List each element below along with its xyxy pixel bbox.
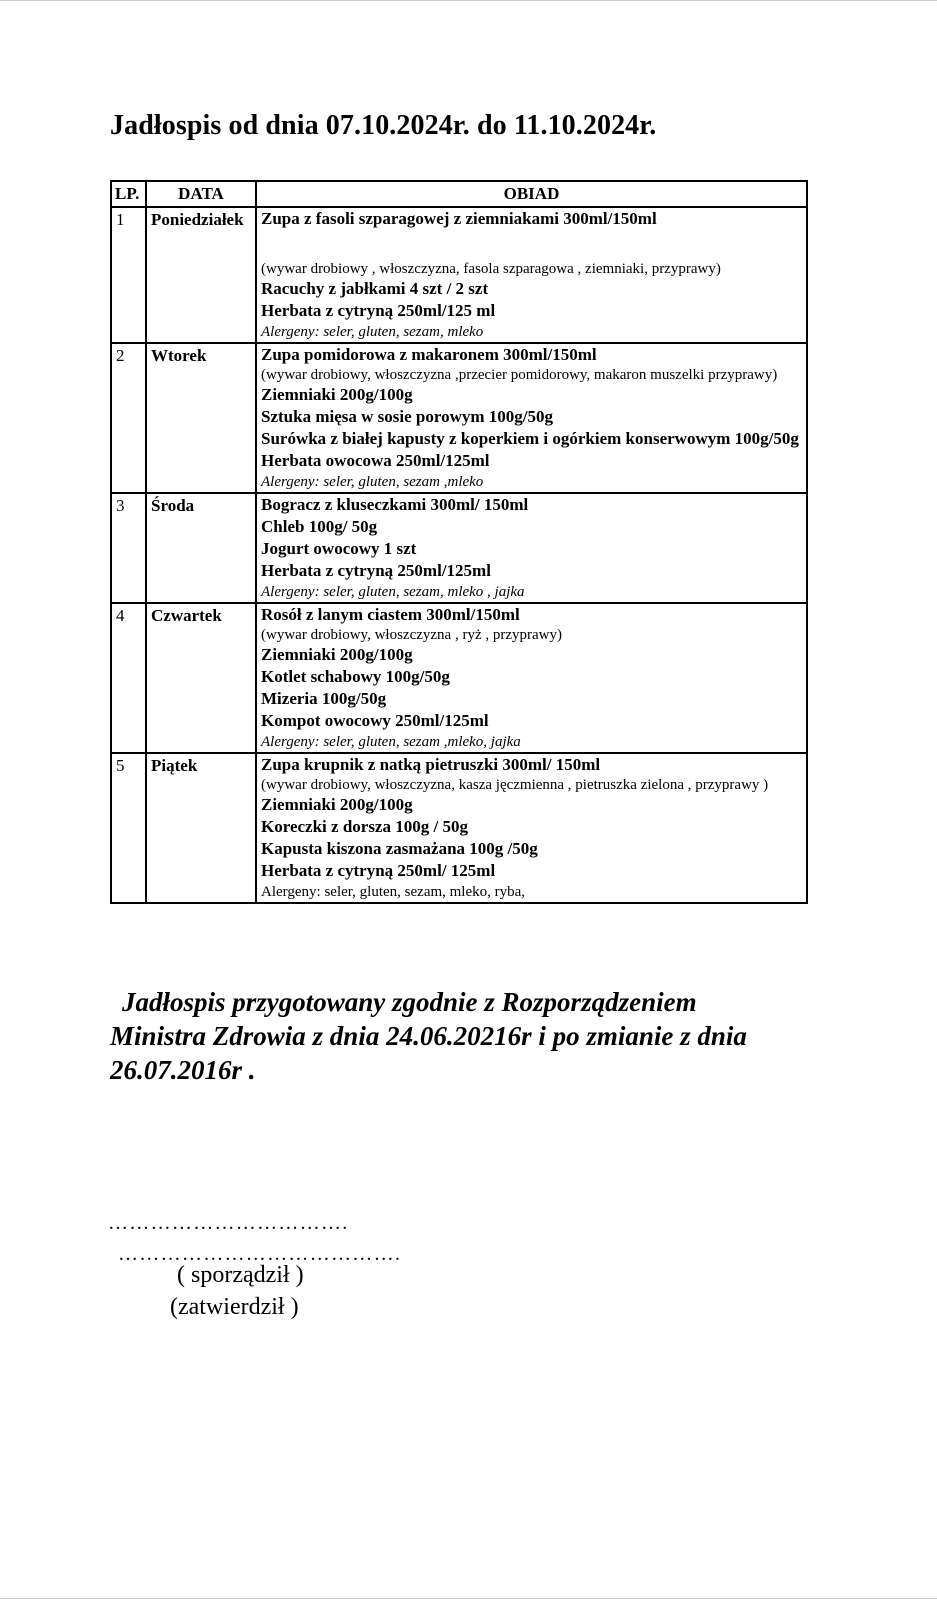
- meal-item: Ziemniaki 200g/100g: [261, 795, 413, 814]
- allergens: Alergeny: seler, gluten, sezam, mleko: [261, 324, 484, 340]
- signature-line-approved: ………………………………….: [118, 1243, 402, 1265]
- note-line: Ministra Zdrowia z dnia 24.06.20216r i po zmianie z dnia: [110, 1021, 747, 1051]
- soup-description: (wywar drobiowy, włoszczyzna, kasza jęczmienna , pietruszka zielona , przyprawy ): [261, 777, 769, 793]
- menu-table: [110, 180, 808, 904]
- row-day: Czwartek: [146, 603, 256, 753]
- meal-item: Ziemniaki 200g/100g: [261, 645, 413, 664]
- meal-item: Kompot owocowy 250ml/125ml: [261, 711, 489, 730]
- row-number: 3: [111, 493, 146, 603]
- meal-item: Surówka z białej kapusty z koperkiem i ogórkiem konserwowym 100g/50g: [261, 429, 799, 448]
- soup-name: Zupa krupnik z natką pietruszki 300ml/ 150ml: [261, 755, 601, 774]
- table-row: [111, 603, 807, 753]
- meal-item: Herbata z cytryną 250ml/125ml: [261, 561, 491, 580]
- signature-label-approved: (zatwierdził ): [170, 1294, 299, 1320]
- meal-item: Herbata z cytryną 250ml/125 ml: [261, 301, 496, 320]
- soup-name: Rosół z lanym ciastem 300ml/150ml: [261, 605, 520, 624]
- meal-item: Jogurt owocowy 1 szt: [261, 539, 417, 558]
- bottom-border-line: [0, 1598, 937, 1599]
- table-header-row: [111, 181, 807, 207]
- allergens: Alergeny: seler, gluten, sezam ,mleko: [261, 474, 484, 490]
- row-number: 2: [111, 343, 146, 493]
- allergens: Alergeny: seler, gluten, sezam ,mleko, jajka: [261, 734, 521, 750]
- meal-item: Sztuka mięsa w sosie porowym 100g/50g: [261, 407, 553, 426]
- top-border-line: [0, 0, 937, 1]
- table-row: [111, 493, 807, 603]
- meal-item: Kotlet schabowy 100g/50g: [261, 667, 450, 686]
- header-date: DATA: [146, 181, 256, 207]
- row-meal: [256, 207, 807, 343]
- header-lp: LP.: [111, 181, 146, 207]
- spacer: [261, 230, 802, 260]
- table-row: [111, 753, 807, 903]
- meal-item: Herbata owocowa 250ml/125ml: [261, 451, 490, 470]
- row-number: 1: [111, 207, 146, 343]
- row-number: 4: [111, 603, 146, 753]
- table-row: [111, 343, 807, 493]
- header-meal: OBIAD: [256, 181, 807, 207]
- row-meal: [256, 603, 807, 753]
- row-day: Poniedziałek: [146, 207, 256, 343]
- soup-description: (wywar drobiowy, włoszczyzna ,przecier pomidorowy, makaron muszelki przyprawy): [261, 367, 778, 383]
- table-row: [111, 207, 807, 343]
- note-line: 26.07.2016r .: [110, 1055, 256, 1085]
- soup-name: Zupa pomidorowa z makaronem 300ml/150ml: [261, 345, 597, 364]
- row-meal: [256, 343, 807, 493]
- page-title: Jadłospis od dnia 07.10.2024r. do 11.10.2024r.: [110, 110, 657, 141]
- meal-item: Koreczki z dorsza 100g / 50g: [261, 817, 468, 836]
- meal-item: Chleb 100g/ 50g: [261, 517, 378, 536]
- meal-item: Herbata z cytryną 250ml/ 125ml: [261, 861, 496, 880]
- row-day: Piątek: [146, 753, 256, 903]
- meal-item: Kapusta kiszona zasmażana 100g /50g: [261, 839, 538, 858]
- row-meal: [256, 493, 807, 603]
- signature-line-prepared: …………………………….: [108, 1212, 349, 1234]
- row-meal: [256, 753, 807, 903]
- note-line: Jadłospis przygotowany zgodnie z Rozporządzeniem: [122, 987, 697, 1017]
- meal-item: Ziemniaki 200g/100g: [261, 385, 413, 404]
- signature-label-prepared: ( sporządził ): [177, 1262, 304, 1288]
- allergens: Alergeny: seler, gluten, sezam, mleko, ryba,: [261, 884, 526, 900]
- soup-name: Bogracz z kluseczkami 300ml/ 150ml: [261, 495, 529, 514]
- row-day: Wtorek: [146, 343, 256, 493]
- soup-description: (wywar drobiowy, włoszczyzna , ryż , przyprawy): [261, 627, 562, 643]
- meal-item: Racuchy z jabłkami 4 szt / 2 szt: [261, 279, 489, 298]
- soup-name: Zupa z fasoli szparagowej z ziemniakami 300ml/150ml: [261, 209, 657, 228]
- meal-item: Mizeria 100g/50g: [261, 689, 387, 708]
- row-number: 5: [111, 753, 146, 903]
- row-day: Środa: [146, 493, 256, 603]
- soup-description: (wywar drobiowy , włoszczyzna, fasola szparagowa , ziemniaki, przyprawy): [261, 261, 721, 277]
- regulation-note: [110, 985, 810, 1087]
- allergens: Alergeny: seler, gluten, sezam, mleko , jajka: [261, 584, 525, 600]
